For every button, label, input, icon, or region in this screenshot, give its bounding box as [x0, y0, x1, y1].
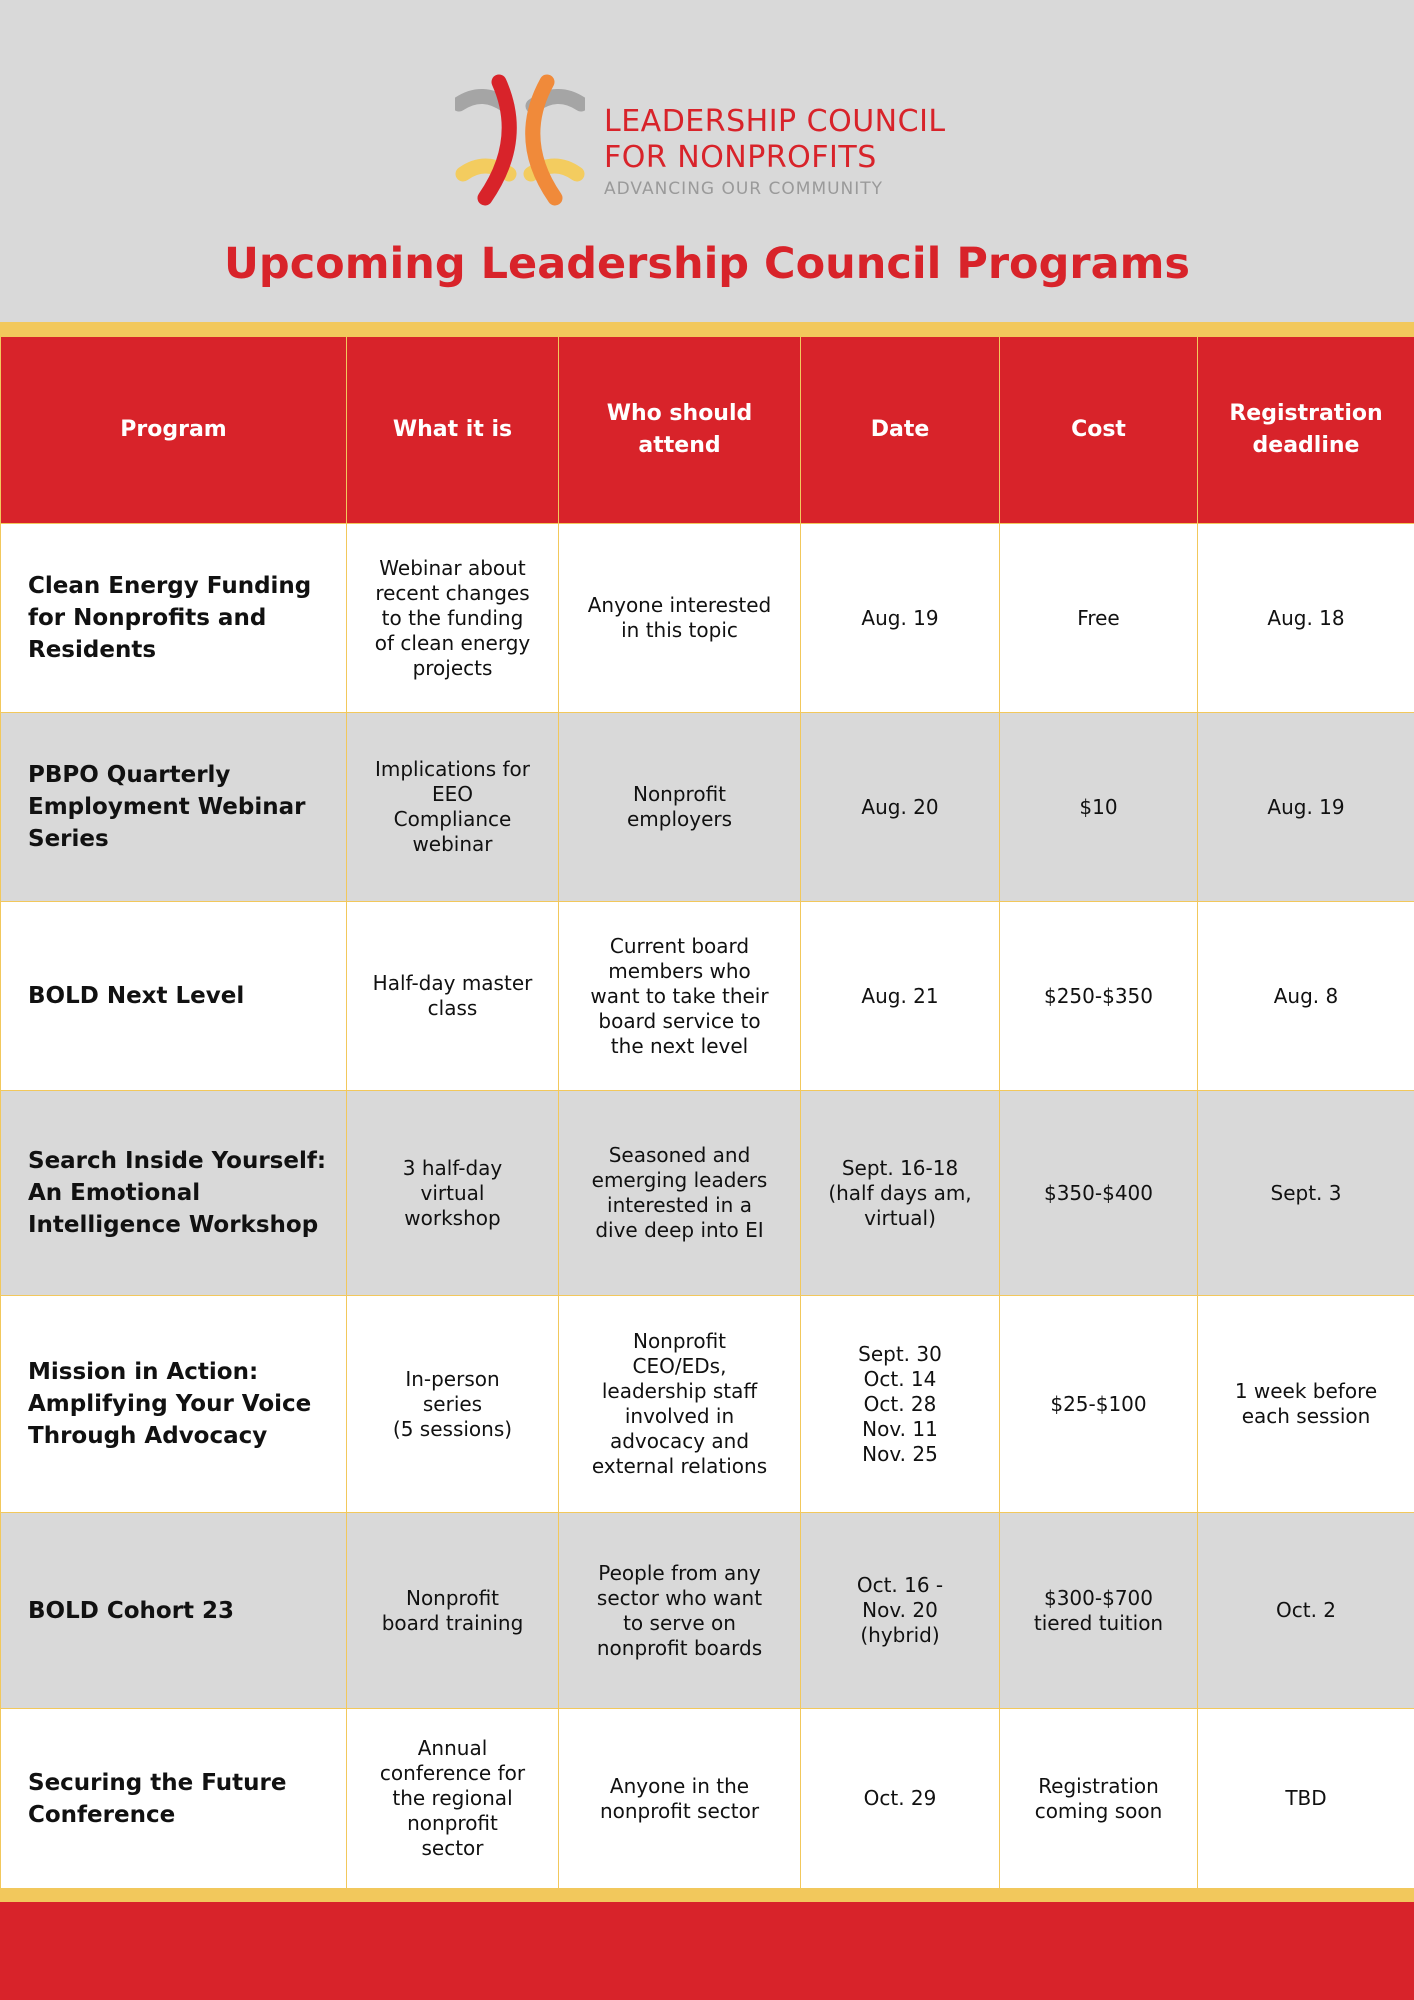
- program-name: Mission in Action: Amplifying Your Voice Through Advocacy: [1, 1296, 347, 1513]
- header-registration-deadline: Registration deadline: [1198, 337, 1414, 524]
- program-audience: Seasoned and emerging leaders interested in a dive deep into EI: [559, 1091, 801, 1296]
- program-name: Search Inside Yourself: An Emotional Intelligence Workshop: [1, 1091, 347, 1296]
- program-audience: Anyone interested in this topic: [559, 524, 801, 713]
- programs-table: [0, 336, 1414, 1889]
- header-date: Date: [801, 337, 1000, 524]
- header-program: Program: [1, 337, 347, 524]
- program-date: Sept. 16-18 (half days am, virtual): [801, 1091, 1000, 1296]
- program-audience: Nonprofit CEO/EDs, leadership staff involved in advocacy and external relations: [559, 1296, 801, 1513]
- table-row: [1, 524, 1414, 713]
- program-cost: $25-$100: [1000, 1296, 1198, 1513]
- program-deadline: 1 week before each session: [1198, 1296, 1414, 1513]
- program-description: Nonprofit board training: [347, 1513, 559, 1709]
- program-date: Aug. 19: [801, 524, 1000, 713]
- table-row: [1, 1296, 1414, 1513]
- program-deadline: Aug. 18: [1198, 524, 1414, 713]
- program-name: BOLD Next Level: [1, 902, 347, 1091]
- program-date: Sept. 30 Oct. 14 Oct. 28 Nov. 11 Nov. 25: [801, 1296, 1000, 1513]
- program-name: PBPO Quarterly Employment Webinar Series: [1, 713, 347, 902]
- top-divider: [0, 322, 1414, 336]
- table-row: [1, 1091, 1414, 1296]
- program-deadline: Oct. 2: [1198, 1513, 1414, 1709]
- program-description: In-person series (5 sessions): [347, 1296, 559, 1513]
- table-row: [1, 713, 1414, 902]
- bottom-divider: [0, 1888, 1414, 1902]
- program-cost: $300-$700 tiered tuition: [1000, 1513, 1198, 1709]
- program-audience: Anyone in the nonprofit sector: [559, 1709, 801, 1889]
- logo-tagline: ADVANCING OUR COMMUNITY: [604, 179, 884, 199]
- program-description: Half-day master class: [347, 902, 559, 1091]
- program-cost: $350-$400: [1000, 1091, 1198, 1296]
- table-row: [1, 1513, 1414, 1709]
- logo-line-2: FOR NONPROFITS: [604, 140, 877, 175]
- program-deadline: TBD: [1198, 1709, 1414, 1889]
- logo-text: [604, 104, 946, 202]
- council-logo-icon: [455, 74, 585, 206]
- program-deadline: Aug. 8: [1198, 902, 1414, 1091]
- program-date: Oct. 29: [801, 1709, 1000, 1889]
- program-date: Aug. 20: [801, 713, 1000, 902]
- footer-band: [0, 1902, 1414, 2000]
- program-description: Annual conference for the regional nonprofit sector: [347, 1709, 559, 1889]
- program-name: Securing the Future Conference: [1, 1709, 347, 1889]
- page-title: Upcoming Leadership Council Programs: [224, 239, 1190, 289]
- table-row: [1, 902, 1414, 1091]
- program-description: 3 half-day virtual workshop: [347, 1091, 559, 1296]
- table-header-row: [1, 337, 1414, 524]
- program-cost: $250-$350: [1000, 902, 1198, 1091]
- header-what-it-is: What it is: [347, 337, 559, 524]
- program-date: Oct. 16 - Nov. 20 (hybrid): [801, 1513, 1000, 1709]
- header: [0, 0, 1414, 322]
- program-cost: $10: [1000, 713, 1198, 902]
- header-cost: Cost: [1000, 337, 1198, 524]
- program-cost: Free: [1000, 524, 1198, 713]
- header-who-should-attend: Who should attend: [559, 337, 801, 524]
- program-description: Webinar about recent changes to the funding of clean energy projects: [347, 524, 559, 713]
- program-name: BOLD Cohort 23: [1, 1513, 347, 1709]
- table-row: [1, 1709, 1414, 1889]
- program-name: Clean Energy Funding for Nonprofits and Residents: [1, 524, 347, 713]
- program-description: Implications for EEO Compliance webinar: [347, 713, 559, 902]
- program-date: Aug. 21: [801, 902, 1000, 1091]
- program-audience: People from any sector who want to serve on nonprofit boards: [559, 1513, 801, 1709]
- logo-line-1: LEADERSHIP COUNCIL: [604, 104, 946, 139]
- program-cost: Registration coming soon: [1000, 1709, 1198, 1889]
- program-deadline: Sept. 3: [1198, 1091, 1414, 1296]
- program-deadline: Aug. 19: [1198, 713, 1414, 902]
- program-audience: Current board members who want to take their board service to the next level: [559, 902, 801, 1091]
- program-audience: Nonprofit employers: [559, 713, 801, 902]
